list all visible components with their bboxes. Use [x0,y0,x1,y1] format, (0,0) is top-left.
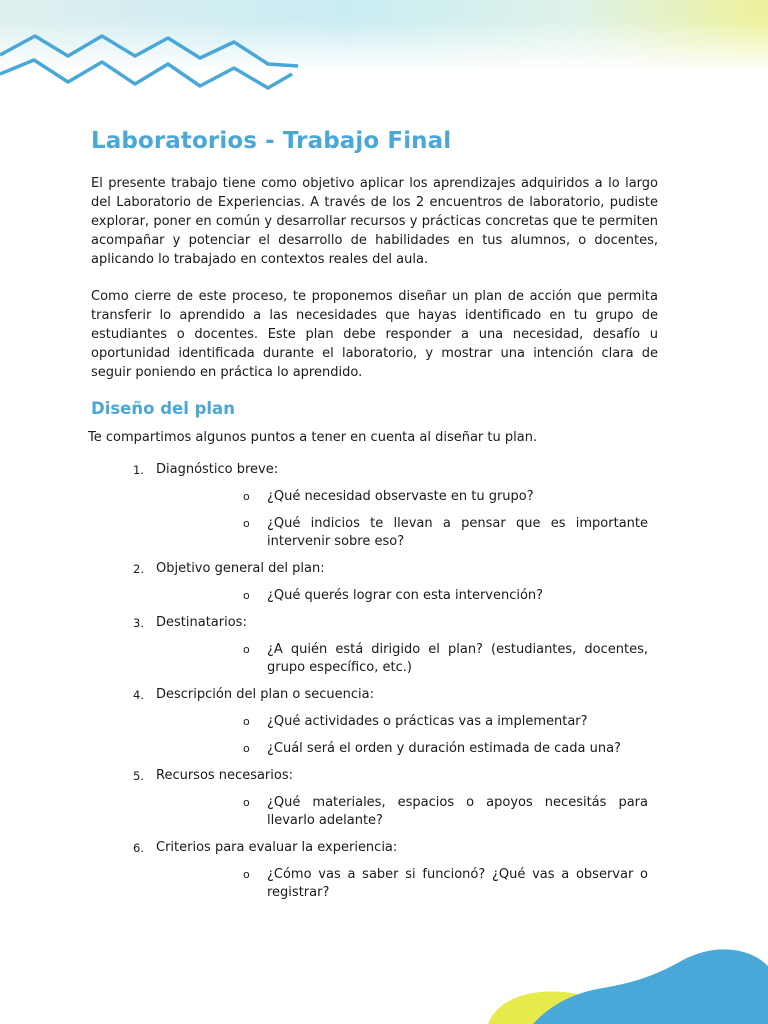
item-number: 2. [133,562,144,576]
bullet-icon: o [243,796,250,809]
yellow-blob [488,991,608,1024]
section-intro: Te compartimos algunos puntos a tener en cuenta al diseñar tu plan. [88,430,538,445]
bullet-icon: o [243,868,250,881]
item-label: Diagnóstico breve: [156,462,279,477]
footer-decoration [468,944,768,1024]
list-item [91,560,658,605]
item-number: 1. [133,463,144,477]
sub-list-item: o ¿Qué querés lograr con esta intervención? [243,588,544,603]
plan-points-list [91,461,658,902]
paragraph-objective: El presente trabajo tiene como objetivo aplicar los aprendizajes adquiridos a lo largo del Laboratorio de Experiencias. A través de los 2 encuentros de laboratorio, pudiste explorar, poner en común y desarrollar recursos y prácticas concretas que te permiten acompañar y potenciar el desarrollo de habilidades en tus alumnos, o docentes, aplicando lo trabajado en contextos reales del aula. [91,176,658,267]
bullet-icon: o [243,715,250,728]
document-body [88,128,658,911]
sub-list-item: o ¿Qué materiales, espacios o apoyos necesitás para llevarlo adelante? [243,795,648,828]
item-number: 6. [133,841,144,855]
list-item [91,767,658,830]
item-number: 3. [133,616,144,630]
sub-list-item: o ¿Qué necesidad observaste en tu grupo? [243,489,534,504]
sub-list [156,587,658,605]
sub-list-item: o ¿Qué indicios te llevan a pensar que es importante intervenir sobre eso? [243,516,648,549]
document-title: Laboratorios - Trabajo Final [91,128,452,154]
sub-list [156,488,658,551]
item-number: 4. [133,688,144,702]
list-item [91,839,658,902]
sub-list [156,641,658,677]
sub-list [156,794,658,830]
sub-list [156,713,658,758]
item-label: Recursos necesarios: [156,768,293,783]
list-item [91,614,658,677]
bullet-icon: o [243,589,250,602]
item-label: Criterios para evaluar la experiencia: [156,840,398,855]
sub-list-item: o ¿Qué actividades o prácticas vas a implementar? [243,714,588,729]
bullet-icon: o [243,742,250,755]
header-decoration [0,0,768,110]
bullet-icon: o [243,643,250,656]
zigzag-line-upper [0,36,298,66]
list-item [91,686,658,758]
sub-list [156,866,658,902]
sub-list-item: o ¿A quién está dirigido el plan? (estudiantes, docentes, grupo específico, etc.) [243,642,648,675]
bullet-icon: o [243,490,250,503]
item-label: Objetivo general del plan: [156,561,325,576]
zigzag-line-lower [0,60,292,88]
item-label: Descripción del plan o secuencia: [156,687,375,702]
sub-list-item: o ¿Cómo vas a saber si funcionó? ¿Qué vas a observar o registrar? [243,867,648,900]
bullet-icon: o [243,517,250,530]
list-item [91,461,658,551]
blue-blob [533,949,768,1024]
sub-list-item: o ¿Cuál será el orden y duración estimada de cada una? [243,741,621,756]
item-number: 5. [133,769,144,783]
paragraph-closing: Como cierre de este proceso, te proponemos diseñar un plan de acción que permita transferir lo aprendido a las necesidades que hayas identificado en tu grupo de estudiantes o docentes. Este plan debe responder a una necesidad, desafío u oportunidad identificada durante el laboratorio, y mostrar una intención clara de seguir poniendo en práctica lo aprendido. [91,289,658,380]
section-title: Diseño del plan [91,399,235,418]
item-label: Destinatarios: [156,615,247,630]
